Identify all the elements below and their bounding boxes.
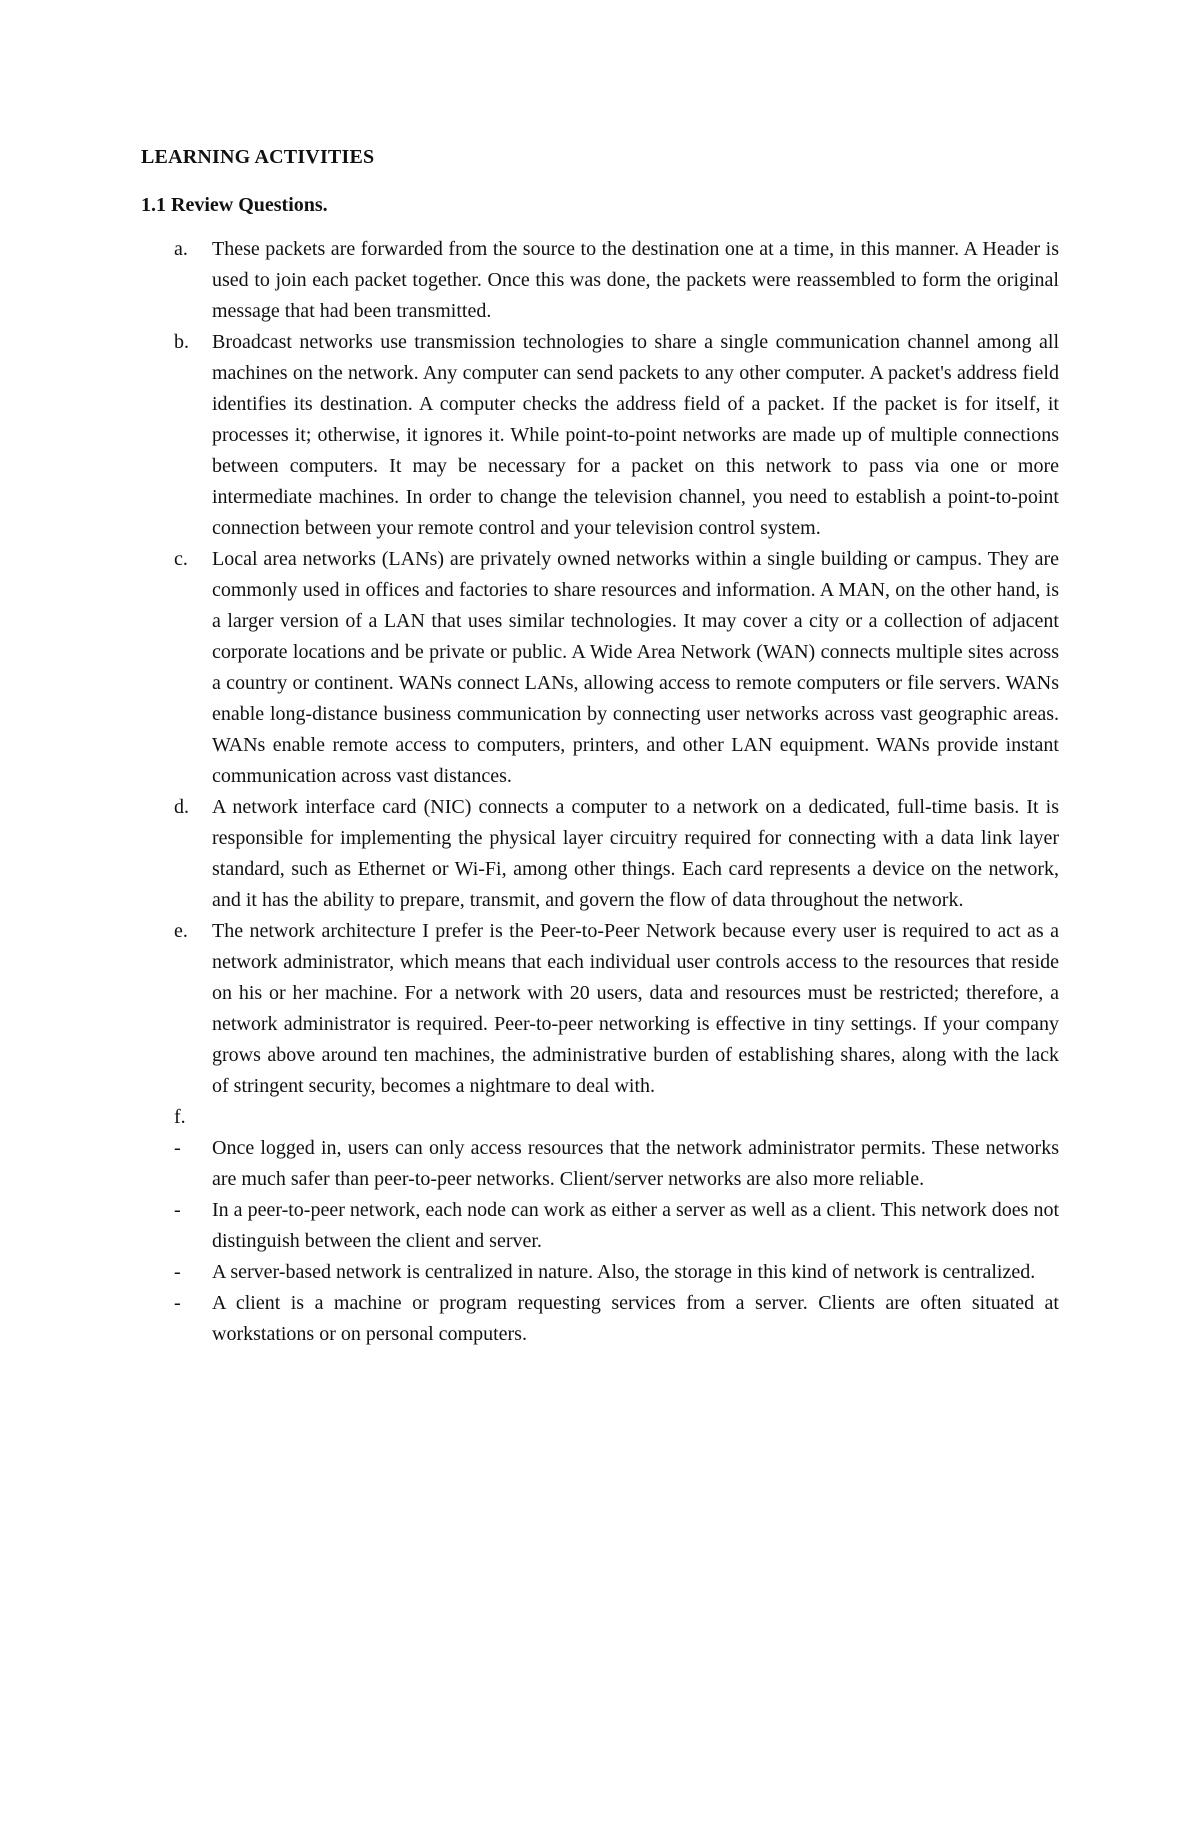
answer-text: The network architecture I prefer is the Peer-to-Peer Network because every user is required to act as a network administrator, which means that each individual user controls access to the resources that reside on his or her machine. For a network with 20 users, data and resources must be restricted; therefore, a network administrator is required. Peer-to-peer networking is effective in tiny settings. If your company grows above around ten machines, the administrative burden of establishing shares, along with the lack of stringent security, becomes a nightmare to deal with. [212, 920, 1059, 1097]
answer-list [141, 234, 1059, 1133]
bullet-item [141, 1288, 1059, 1350]
answer-item-d [141, 792, 1059, 916]
answer-item-c [141, 544, 1059, 792]
section-heading: LEARNING ACTIVITIES [141, 146, 375, 168]
answer-text: Broadcast networks use transmission technologies to share a single communication channel among all machines on the network. Any computer can send packets to any other computer. A packet's address field identifies its destination. A computer checks the address field of a packet. If the packet is for itself, it processes it; otherwise, it ignores it. While point-to-point networks are made up of multiple connections between computers. It may be necessary for a packet on this network to pass via one or more intermediate machines. In order to change the television channel, you need to establish a point-to-point connection between your remote control and your television control system. [212, 331, 1059, 539]
answer-item-f [141, 1102, 1059, 1133]
answer-marker: d. [174, 796, 189, 818]
answer-text: A network interface card (NIC) connects a computer to a network on a dedicated, full-time basis. It is responsible for implementing the physical layer circuitry required for connecting with a data link layer standard, such as Ethernet or Wi-Fi, among other things. Each card represents a device on the network, and it has the ability to prepare, transmit, and govern the flow of data throughout the network. [212, 796, 1059, 911]
answer-marker: e. [174, 920, 188, 942]
bullet-text: A client is a machine or program requesting services from a server. Clients are often situated at workstations or on personal computers. [212, 1292, 1059, 1345]
answer-item-a [141, 234, 1059, 327]
bullet-item [141, 1133, 1059, 1195]
review-questions-heading: 1.1 Review Questions. [141, 194, 328, 216]
answer-text: These packets are forwarded from the source to the destination one at a time, in this manner. A Header is used to join each packet together. Once this was done, the packets were reassembled to form the original message that had been transmitted. [212, 238, 1059, 322]
answer-marker: c. [174, 548, 188, 570]
answer-marker: f. [174, 1106, 186, 1128]
answer-text: Local area networks (LANs) are privately owned networks within a single building or campus. They are commonly used in offices and factories to share resources and information. A MAN, on the other hand, is a larger version of a LAN that uses similar technologies. It may cover a city or a collection of adjacent corporate locations and be private or public. A Wide Area Network (WAN) connects multiple sites across a country or continent. WANs connect LANs, allowing access to remote computers or file servers. WANs enable long-distance business communication by connecting user networks across vast geographic areas. WANs enable remote access to computers, printers, and other LAN equipment. WANs provide instant communication across vast distances. [212, 548, 1059, 787]
bullet-marker: - [174, 1137, 181, 1159]
bullet-item [141, 1257, 1059, 1288]
answer-marker: b. [174, 331, 189, 353]
bullet-marker: - [174, 1199, 181, 1221]
answer-f-bullet-list [141, 1133, 1059, 1350]
bullet-marker: - [174, 1292, 181, 1314]
bullet-marker: - [174, 1261, 181, 1283]
answer-item-e [141, 916, 1059, 1102]
answer-text [212, 1102, 1059, 1133]
bullet-text: Once logged in, users can only access resources that the network administrator permits. These networks are much safer than peer-to-peer networks. Client/server networks are also more reliable. [212, 1137, 1059, 1190]
bullet-item [141, 1195, 1059, 1257]
answer-item-b [141, 327, 1059, 544]
bullet-text: In a peer-to-peer network, each node can work as either a server as well as a client. This network does not distinguish between the client and server. [212, 1199, 1059, 1252]
answer-marker: a. [174, 238, 188, 260]
bullet-text: A server-based network is centralized in nature. Also, the storage in this kind of network is centralized. [212, 1261, 1036, 1283]
document-body [141, 142, 1059, 1350]
